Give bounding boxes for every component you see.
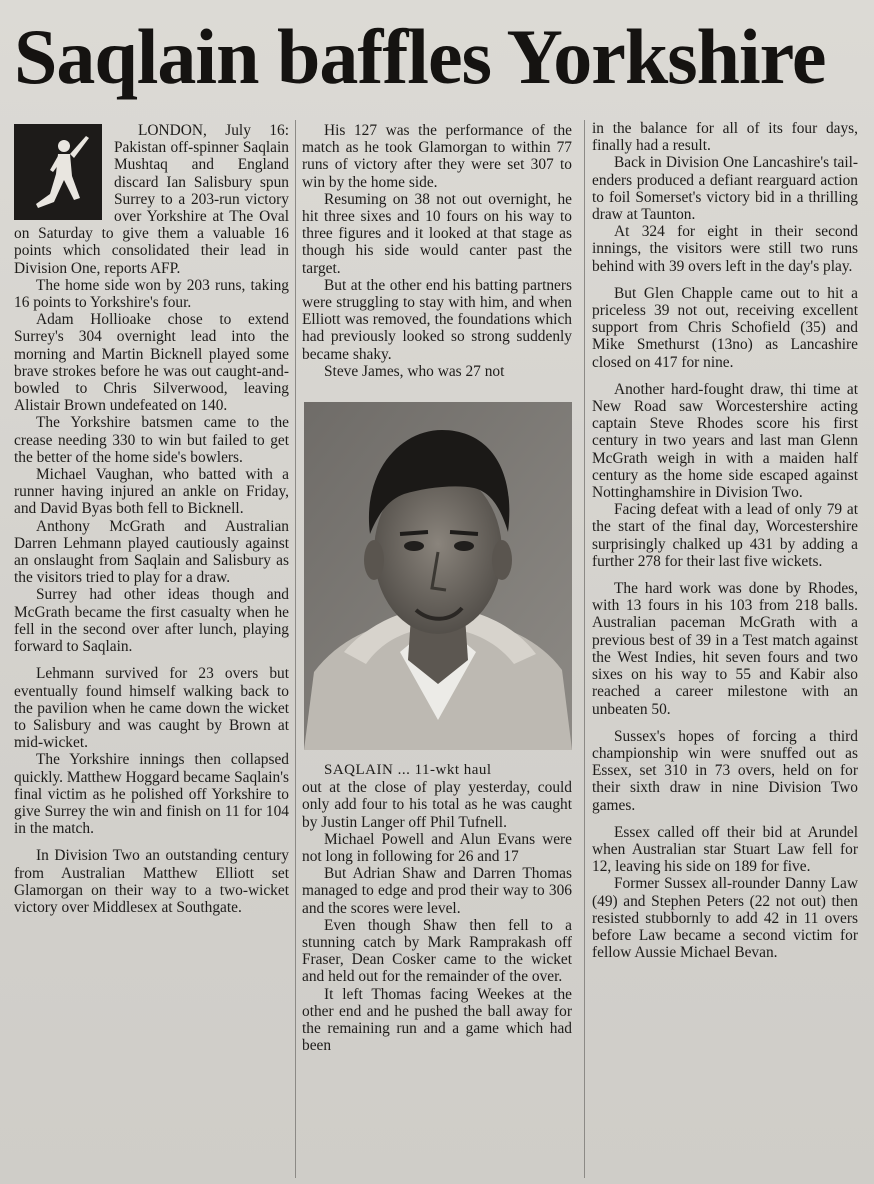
article-paragraph: out at the close of play yesterday, could only add four to his total as he was caught by Justin Langer off Phil Tufnell. [302, 779, 572, 831]
article-paragraph: But Glen Chapple came out to hit a priceless 39 not out, receiving excellent support from Chris Schofield (35) and Mike Smethurst (13no) as Lancashire closed on 417 for nine. [592, 284, 858, 371]
article-column-1 [14, 122, 289, 916]
article-paragraph: But at the other end his batting partners were struggling to stay with him, and when Elliott was removed, the foundations which had previously looked so strong suddenly became shaky. [302, 276, 572, 363]
article-paragraph: Sussex's hopes of forcing a third championship win were snuffed out as Essex, set 310 in 73 overs, held on for their sixth draw in nine Division Two games. [592, 727, 858, 814]
article-paragraph: in the balance for all of its four days, finally had a result. [592, 120, 858, 155]
article-paragraph: Facing defeat with a lead of only 79 at the start of the final day, Worcestershire surprisingly chalked up 431 by adding a further 278 for their last five wickets. [592, 501, 858, 570]
article-paragraph: Michael Vaughan, who batted with a runner having injured an ankle on Friday, and David Byas both fell to Bicknell. [14, 466, 289, 518]
column-rule [295, 120, 296, 1178]
player-photo [304, 402, 572, 750]
article-paragraph: The Yorkshire batsmen came to the crease needing 330 to win but failed to get the better of the home side's bowlers. [14, 414, 289, 466]
article-paragraph: His 127 was the performance of the match as he took Glamorgan to within 77 runs of victory after they were set 307 to win by the home side. [302, 122, 572, 191]
cricket-batsman-icon [14, 124, 102, 220]
article-paragraph: The hard work was done by Rhodes, with 13 fours in his 103 from 218 balls. Australian paceman McGrath with a previous best of 39 in a Test match against the West Indies, hit seven fours and two sixes on his way to 55 and Kabir also reached a career milestone with an unbeaten 50. [592, 580, 858, 718]
article-paragraph: At 324 for eight in their second innings, the visitors were still two runs behind with 39 overs left in the day's play. [592, 223, 858, 275]
article-paragraph: Essex called off their bid at Arundel when Australian star Stuart Law fell for 12, leaving his side on 189 for five. [592, 823, 858, 876]
lead-text: Pakistan off-spinner Saqlain Mushtaq and England discard Ian Salisbury spun Surrey to a 203-run victory over Yorkshire at The Oval on Saturday to give them a valuable 16 points which consolidated their lead in Division One, reports AFP. [14, 139, 289, 277]
article-paragraph: It left Thomas facing Weekes at the other end and he pushed the ball away for the remaining run and a game which had been [302, 985, 572, 1055]
article-paragraph: But Adrian Shaw and Darren Thomas managed to edge and prod their way to 306 and the scores were level. [302, 865, 572, 917]
article-paragraph: Former Sussex all-rounder Danny Law (49) and Stephen Peters (22 not out) then resisted stubbornly to add 42 in 11 overs before Law became a second victim for fellow Aussie Michael Bevan. [592, 875, 858, 962]
article-continuation [302, 779, 572, 1054]
article-paragraph: Steve James, who was 27 not [324, 362, 505, 380]
article-column-2 [302, 122, 572, 1055]
headline: Saqlain baffles Yorkshire [14, 13, 826, 100]
article-paragraph: Surrey had other ideas though and McGrath became the first casualty when he fell in the second over after lunch, playing forward to Saqlain. [14, 586, 289, 656]
article-paragraph: The home side won by 203 runs, taking 16 points to Yorkshire's four. [14, 276, 289, 312]
article-paragraph: In Division Two an outstanding century from Australian Matthew Elliott set Glamorgan on their way to a two-wicket victory over Middlesex at Southgate. [14, 847, 289, 916]
column-rule [584, 120, 585, 1178]
article-paragraph: Adam Hollioake chose to extend Surrey's 304 overnight lead into the morning and Martin Bicknell played some brave strokes before he was out caught-and-bowled to Chris Silverwood, leaving Alistair Brown undefeated on 140. [14, 311, 289, 415]
photo-caption: SAQLAIN ... 11-wkt haul [324, 762, 492, 779]
player-photo-block [302, 402, 572, 762]
dateline: LONDON, July 16: [138, 122, 289, 139]
article-paragraph: Michael Powell and Alun Evans were not long in following for 26 and 17 [302, 830, 572, 866]
article-paragraph: Another hard-fought draw, thi time at New Road saw Worcestershire acting captain Steve Rhodes score his first century in two years and last man Glenn McGrath weigh in with a maiden half century as the home side escaped against Nottinghamshire in Division Two. [592, 380, 858, 502]
article-paragraph: Lehmann survived for 23 overs but eventually found himself walking back to the pavilion when he came down the wicket to Salisbury and was caught by Brown at mid-wicket. [14, 665, 289, 752]
article-paragraph: Even though Shaw then fell to a stunning catch by Mark Ramprakash off Fraser, Dean Cosker came to the wicket and held out for the remainder of the over. [302, 916, 572, 986]
article-paragraph: The Yorkshire innings then collapsed quickly. Matthew Hoggard became Saqlain's final victim as he polished off Yorkshire to give Surrey the win and finish on 11 for 104 in the match. [14, 751, 289, 838]
article-paragraph: Back in Division One Lancashire's tail-enders produced a defiant rearguard action to foil Somerset's victory bid in a thrilling draw at Taunton. [592, 154, 858, 224]
article-paragraph: Resuming on 38 not out overnight, he hit three sixes and 10 fours on his way to three figures and it looked at that stage as though his side would canter past the target. [302, 190, 572, 277]
article-paragraph: Anthony McGrath and Australian Darren Lehmann played cautiously against an onslaught from Saqlain and Salisbury as the visitors tried to play for a draw. [14, 517, 289, 587]
article-column-3 [592, 120, 858, 961]
